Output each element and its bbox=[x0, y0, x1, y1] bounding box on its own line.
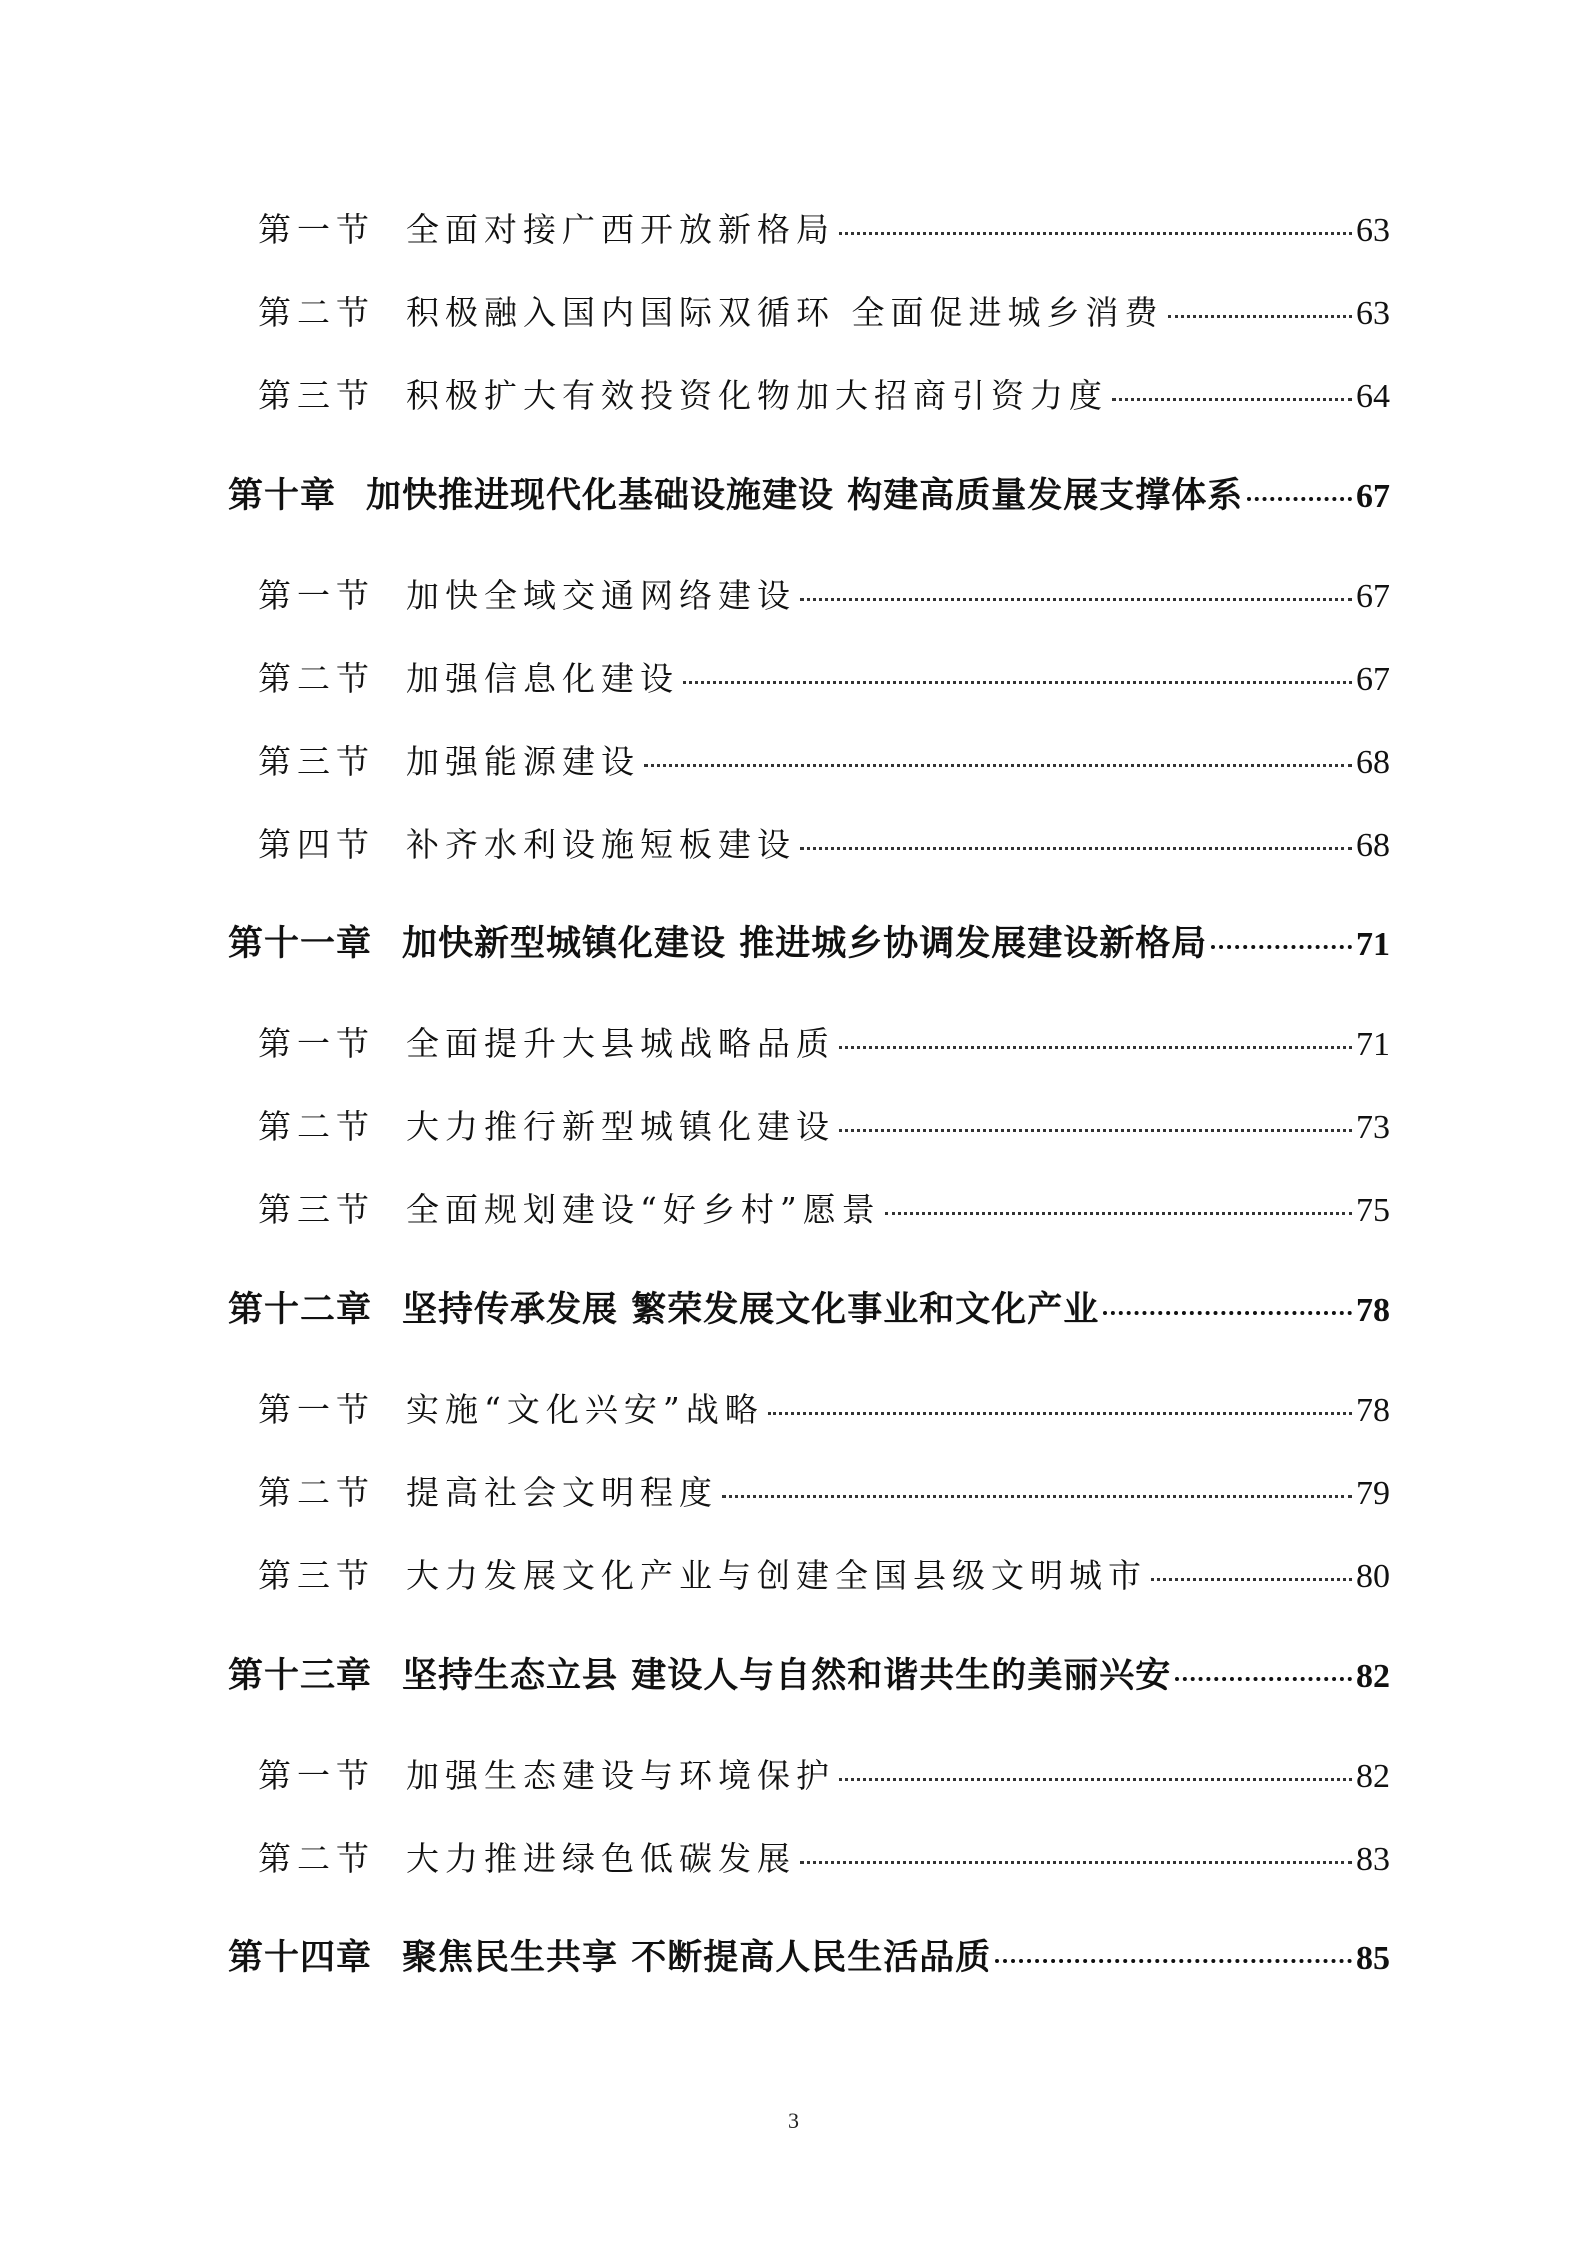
toc-entry-page: 78 bbox=[1356, 1292, 1390, 1329]
dot-leader bbox=[839, 231, 1352, 235]
toc-entry-title: 加强生态建设与环境保护 bbox=[406, 1756, 835, 1795]
toc-entry-number: 第四节 bbox=[258, 825, 375, 864]
dot-leader bbox=[1103, 1310, 1352, 1315]
toc-entry-section[interactable] bbox=[258, 202, 1390, 258]
toc-entry-page: 67 bbox=[1356, 478, 1390, 515]
toc-entry-number: 第一节 bbox=[258, 210, 375, 249]
toc-entry-section[interactable] bbox=[258, 817, 1390, 873]
toc-entry-title: 积极扩大有效投资化物加大招商引资力度 bbox=[406, 376, 1108, 415]
toc-entry-number: 第三节 bbox=[258, 742, 375, 781]
toc-entry-title: 积极融入国内国际双循环 全面促进城乡消费 bbox=[406, 293, 1164, 332]
toc-entry-number: 第十四章 bbox=[228, 1938, 373, 1978]
toc-entry-page: 83 bbox=[1356, 1841, 1390, 1878]
dot-leader bbox=[722, 1494, 1352, 1498]
toc-entry-title: 提高社会文明程度 bbox=[406, 1473, 718, 1512]
toc-entry-title: 全面提升大县城战略品质 bbox=[406, 1024, 835, 1063]
toc-entry-section[interactable] bbox=[258, 1465, 1390, 1521]
dot-leader bbox=[1211, 944, 1352, 949]
dot-leader bbox=[839, 1777, 1352, 1781]
dot-leader bbox=[885, 1211, 1352, 1215]
toc-entry-page: 71 bbox=[1356, 1026, 1390, 1063]
toc-entry-chapter[interactable] bbox=[228, 468, 1390, 524]
toc-entry-title: 加强能源建设 bbox=[406, 742, 640, 781]
toc-entry-number: 第十二章 bbox=[228, 1290, 373, 1330]
toc-entry-number: 第一节 bbox=[258, 576, 375, 615]
dot-leader bbox=[800, 1860, 1352, 1864]
toc-entry-page: 67 bbox=[1356, 578, 1390, 615]
toc-entry-page: 80 bbox=[1356, 1558, 1390, 1595]
toc-entry-page: 68 bbox=[1356, 744, 1390, 781]
page-number: 3 bbox=[788, 2108, 799, 2133]
toc-entry-title: 大力发展文化产业与创建全国县级文明城市 bbox=[406, 1556, 1147, 1595]
dot-leader bbox=[768, 1411, 1352, 1415]
toc-entry-section[interactable] bbox=[258, 1831, 1390, 1887]
toc-entry-section[interactable] bbox=[258, 568, 1390, 624]
dot-leader bbox=[1112, 397, 1352, 401]
toc-entry-title: 聚焦民生共享 不断提高人民生活品质 bbox=[402, 1938, 992, 1978]
toc-entry-title: 实施“文化兴安”战略 bbox=[406, 1390, 764, 1429]
toc-entry-section[interactable] bbox=[258, 1748, 1390, 1804]
dot-leader bbox=[839, 1045, 1352, 1049]
toc-entry-number: 第三节 bbox=[258, 1190, 375, 1229]
toc-entry-number: 第一节 bbox=[258, 1390, 375, 1429]
toc-entry-page: 64 bbox=[1356, 378, 1390, 415]
toc-entry-section[interactable] bbox=[258, 651, 1390, 707]
toc-entry-page: 63 bbox=[1356, 212, 1390, 249]
toc-entry-title: 大力推进绿色低碳发展 bbox=[406, 1839, 796, 1878]
toc-entry-title: 加强信息化建设 bbox=[406, 659, 679, 698]
toc-entry-number: 第二节 bbox=[258, 1473, 375, 1512]
toc-entry-title: 全面对接广西开放新格局 bbox=[406, 210, 835, 249]
toc-entry-number: 第一节 bbox=[258, 1024, 375, 1063]
toc-entry-title: 补齐水利设施短板建设 bbox=[406, 825, 796, 864]
toc-entry-page: 85 bbox=[1356, 1940, 1390, 1977]
toc-entry-chapter[interactable] bbox=[228, 916, 1390, 972]
toc-entry-section[interactable] bbox=[258, 734, 1390, 790]
toc-entry-page: 68 bbox=[1356, 827, 1390, 864]
toc-entry-chapter[interactable] bbox=[228, 1648, 1390, 1704]
toc-entry-number: 第十三章 bbox=[228, 1656, 373, 1696]
toc-entry-title: 大力推行新型城镇化建设 bbox=[406, 1107, 835, 1146]
toc-entry-number: 第十章 bbox=[228, 476, 337, 516]
toc-entry-number: 第三节 bbox=[258, 376, 375, 415]
toc-entry-section[interactable] bbox=[258, 1382, 1390, 1438]
toc-entry-page: 78 bbox=[1356, 1392, 1390, 1429]
dot-leader bbox=[683, 680, 1352, 684]
toc-entry-section[interactable] bbox=[258, 1016, 1390, 1072]
toc-entry-number: 第一节 bbox=[258, 1756, 375, 1795]
toc-entry-title: 坚持传承发展 繁荣发展文化事业和文化产业 bbox=[402, 1290, 1100, 1330]
dot-leader bbox=[995, 1958, 1352, 1963]
toc-entry-section[interactable] bbox=[258, 285, 1390, 341]
toc-entry-page: 75 bbox=[1356, 1192, 1390, 1229]
toc-entry-section[interactable] bbox=[258, 368, 1390, 424]
toc-entry-page: 63 bbox=[1356, 295, 1390, 332]
toc-entry-number: 第二节 bbox=[258, 1107, 375, 1146]
dot-leader bbox=[1247, 496, 1352, 501]
toc-entry-page: 82 bbox=[1356, 1758, 1390, 1795]
toc-entry-title: 加快全域交通网络建设 bbox=[406, 576, 796, 615]
dot-leader bbox=[1168, 314, 1353, 318]
toc-entry-number: 第二节 bbox=[258, 659, 375, 698]
toc-entry-number: 第二节 bbox=[258, 1839, 375, 1878]
toc-entry-page: 79 bbox=[1356, 1475, 1390, 1512]
toc-entry-number: 第二节 bbox=[258, 293, 375, 332]
toc-entry-page: 73 bbox=[1356, 1109, 1390, 1146]
toc-entry-section[interactable] bbox=[258, 1548, 1390, 1604]
toc-entry-chapter[interactable] bbox=[228, 1282, 1390, 1338]
toc-entry-title: 加快新型城镇化建设 推进城乡协调发展建设新格局 bbox=[402, 924, 1208, 964]
dot-leader bbox=[800, 597, 1352, 601]
toc-entry-section[interactable] bbox=[258, 1099, 1390, 1155]
dot-leader bbox=[644, 763, 1352, 767]
toc-entry-title: 全面规划建设“好乡村”愿景 bbox=[406, 1190, 881, 1229]
toc-entry-section[interactable] bbox=[258, 1182, 1390, 1238]
toc-entry-number: 第三节 bbox=[258, 1556, 375, 1595]
toc-entry-title: 加快推进现代化基础设施建设 构建高质量发展支撑体系 bbox=[366, 476, 1244, 516]
toc-entry-title: 坚持生态立县 建设人与自然和谐共生的美丽兴安 bbox=[402, 1656, 1172, 1696]
toc-entry-page: 82 bbox=[1356, 1658, 1390, 1695]
dot-leader bbox=[839, 1128, 1352, 1132]
toc-entry-chapter[interactable] bbox=[228, 1930, 1390, 1986]
toc-entry-page: 71 bbox=[1356, 926, 1390, 963]
dot-leader bbox=[1175, 1676, 1352, 1681]
toc-entry-page: 67 bbox=[1356, 661, 1390, 698]
dot-leader bbox=[800, 846, 1352, 850]
dot-leader bbox=[1151, 1577, 1352, 1581]
toc-entry-number: 第十一章 bbox=[228, 924, 373, 964]
